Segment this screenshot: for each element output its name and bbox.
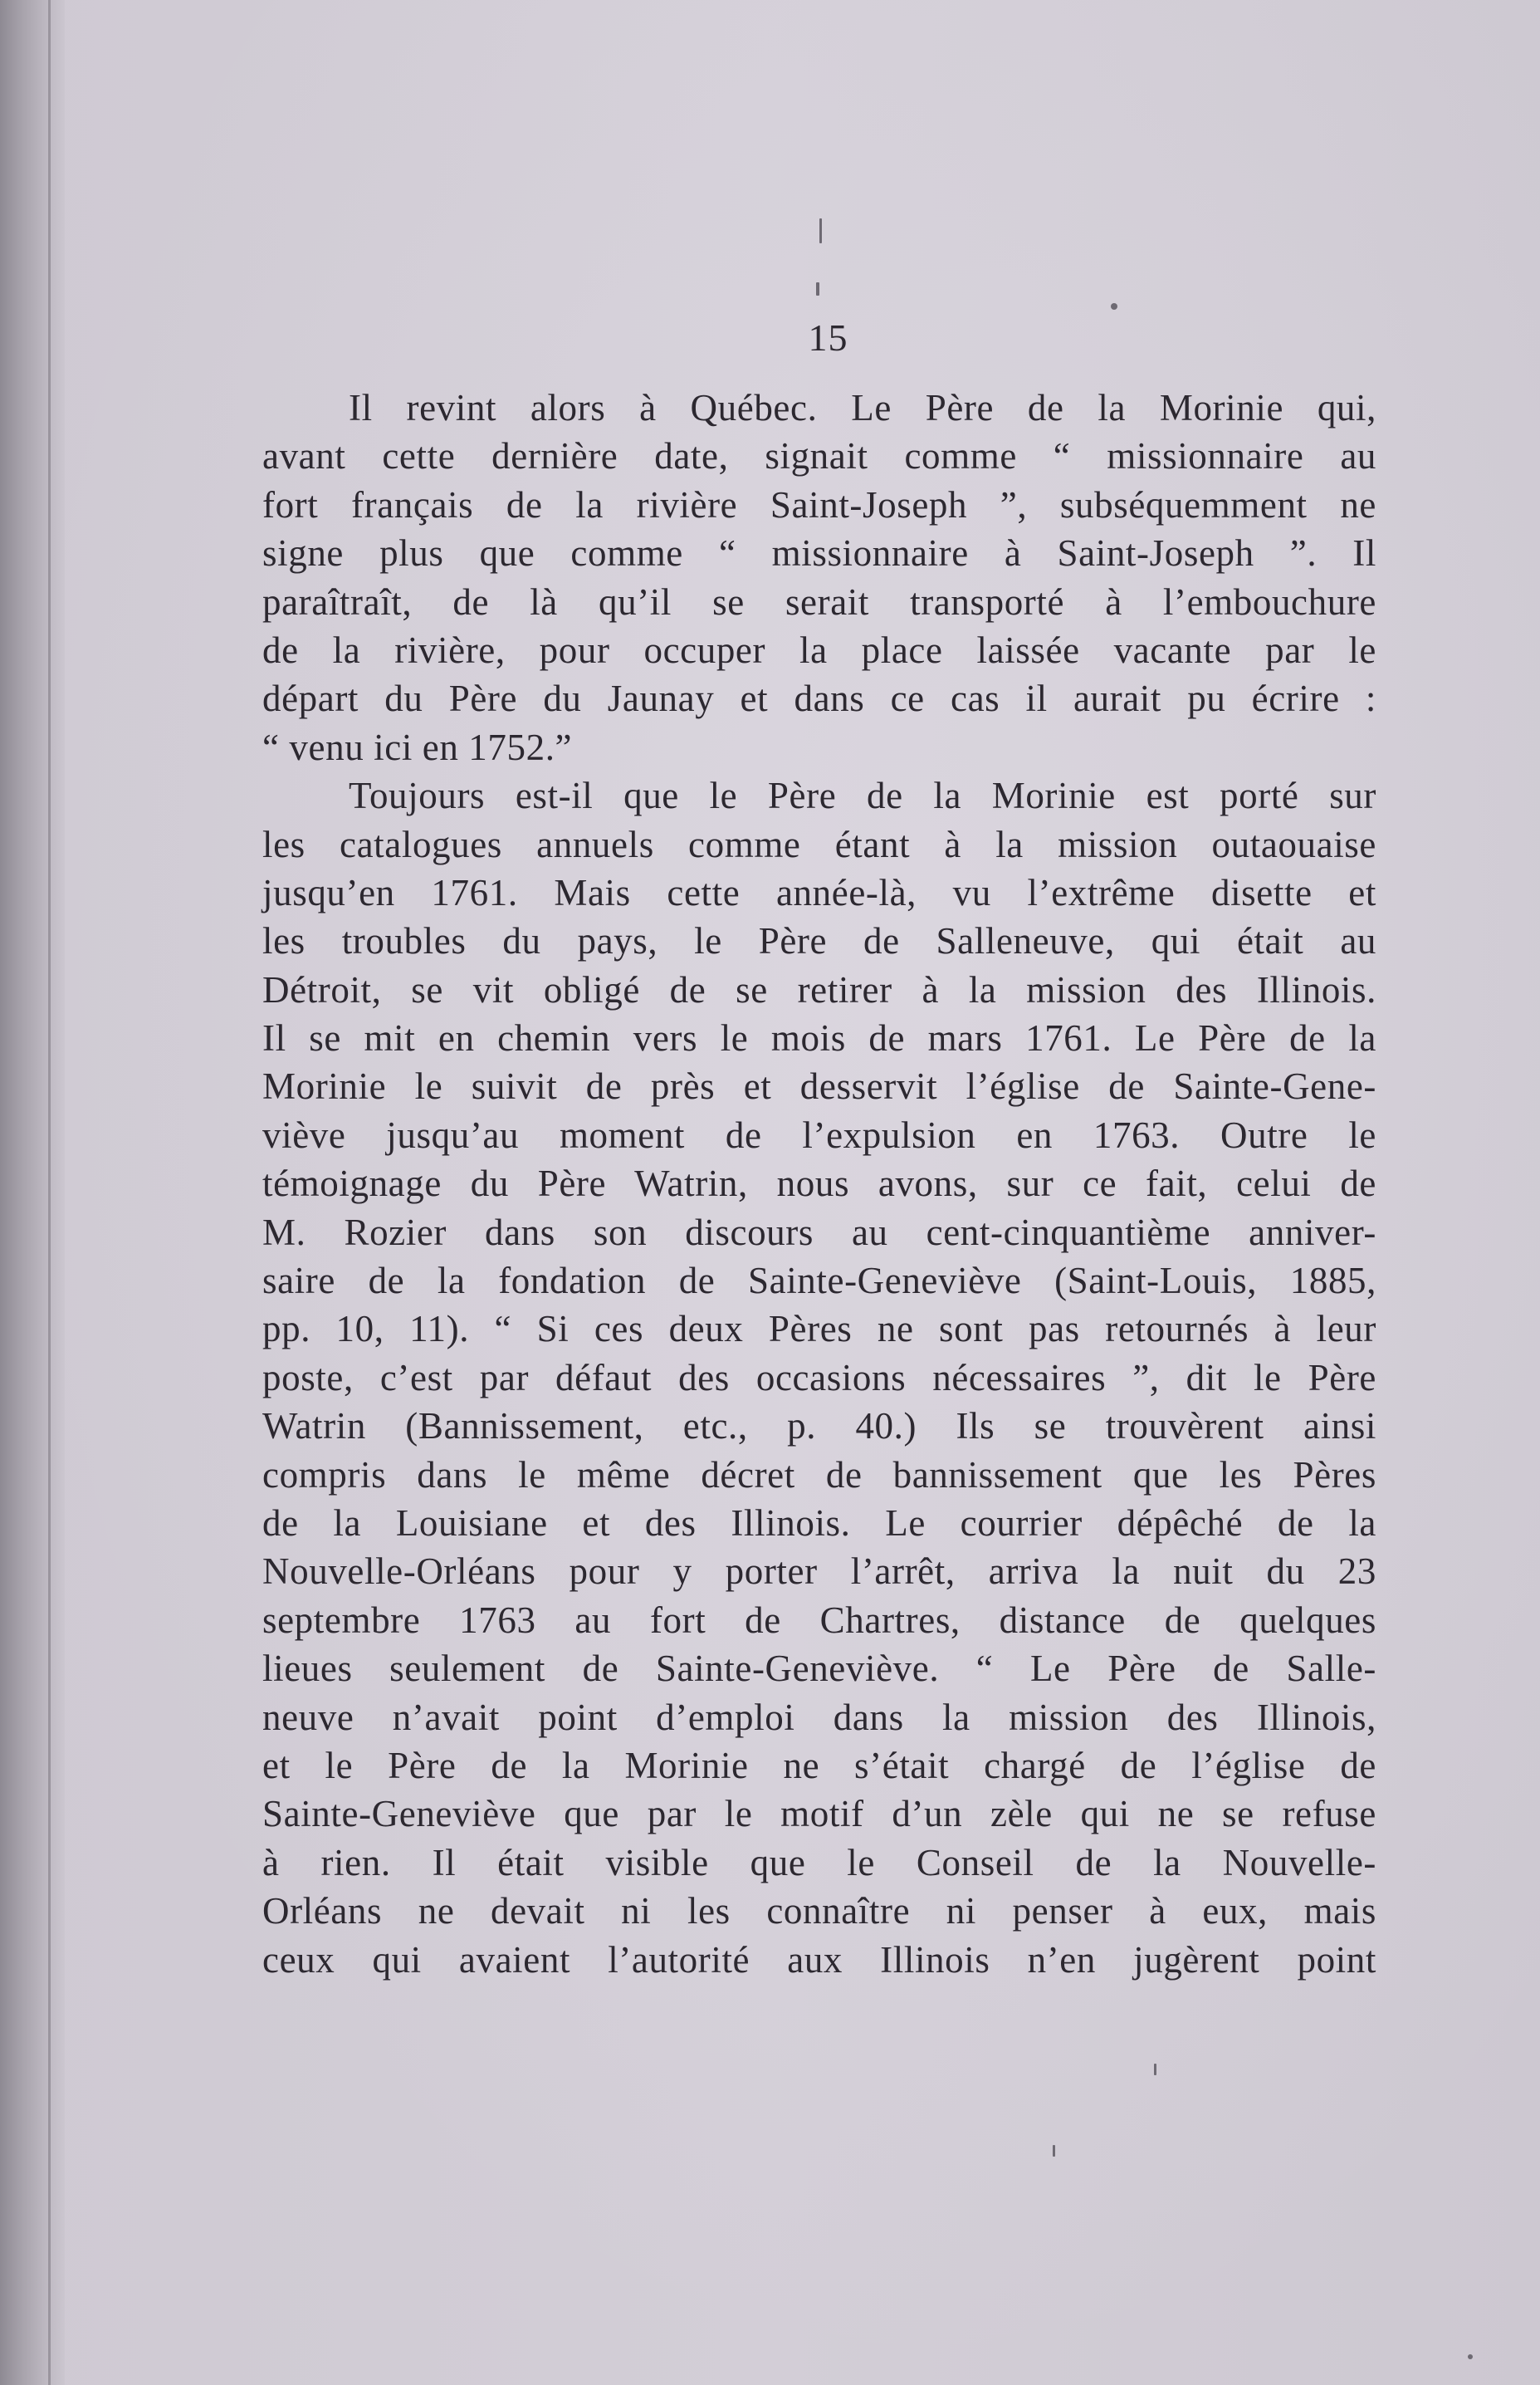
paper-speck <box>1468 2354 1473 2359</box>
text-line: septembre 1763 au fort de Chartres, distance de quelques <box>262 1599 1376 1641</box>
text-line: Toujours est-il que le Père de la Morinie est porté sur <box>349 775 1376 817</box>
text-line: Watrin (Bannissement, etc., p. 40.) Ils se trouvèrent ainsi <box>262 1405 1376 1447</box>
text-line: Il revint alors à Québec. Le Père de la Morinie qui, <box>349 387 1376 429</box>
text-line: les troubles du pays, le Père de Salleneuve, qui était au <box>262 920 1376 962</box>
paper-speck <box>819 218 822 243</box>
text-line: Détroit, se vit obligé de se retirer à la mission des Illinois. <box>262 968 1376 1011</box>
text-line: de la rivière, pour occuper la place laissée vacante par le <box>262 629 1376 671</box>
text-line: lieues seulement de Sainte-Geneviève. “ Le Père de Salle- <box>262 1648 1376 1690</box>
paper-speck <box>1111 303 1117 310</box>
text-line: avant cette dernière date, signait comme “ missionnaire au <box>262 435 1376 477</box>
text-line: jusqu’en 1761. Mais cette année-là, vu l’extrême disette et <box>262 871 1376 913</box>
text-line: viève jusqu’au moment de l’expulsion en 1763. Outre le <box>262 1114 1376 1156</box>
text-line: à rien. Il était visible que le Conseil de la Nouvelle- <box>262 1841 1376 1883</box>
text-line: signe plus que comme “ missionnaire à Saint-Joseph ”. Il <box>262 532 1376 575</box>
text-line: compris dans le même décret de bannissement que les Pères <box>262 1453 1376 1496</box>
text-line: de la Louisiane et des Illinois. Le courrier dépêché de la <box>262 1501 1376 1544</box>
text-line: pp. 10, 11). “ Si ces deux Pères ne sont pas retournés à leur <box>262 1308 1376 1350</box>
text-line: poste, c’est par défaut des occasions nécessaires ”, dit le Père <box>262 1356 1376 1398</box>
text-line: Nouvelle-Orléans pour y porter l’arrêt, arriva la nuit du 23 <box>262 1550 1376 1593</box>
paper-speck <box>816 282 819 296</box>
text-line: Sainte-Geneviève que par le motif d’un zèle qui ne se refuse <box>262 1793 1376 1835</box>
text-line: et le Père de la Morinie ne s’était chargé de l’église de <box>262 1744 1376 1786</box>
page-number: 15 <box>808 316 848 359</box>
paper-speck <box>1154 2064 1156 2075</box>
text-line: témoignage du Père Watrin, nous avons, sur ce fait, celui de <box>262 1163 1376 1205</box>
text-line: les catalogues annuels comme étant à la mission outaouaise <box>262 823 1376 865</box>
text-line: “ venu ici en 1752.” <box>262 726 573 768</box>
text-line: saire de la fondation de Sainte-Geneviève (Saint-Louis, 1885, <box>262 1260 1376 1302</box>
body-text <box>262 384 1376 1984</box>
text-line: Il se mit en chemin vers le mois de mars 1761. Le Père de la <box>262 1017 1376 1060</box>
text-line: Morinie le suivit de près et desservit l’église de Sainte-Gene- <box>262 1065 1376 1108</box>
text-line: fort français de la rivière Saint-Joseph ”, subséquemment ne <box>262 483 1376 526</box>
text-line: neuve n’avait point d’emploi dans la mission des Illinois, <box>262 1696 1376 1738</box>
paper-speck <box>1053 2145 1055 2157</box>
text-line: ceux qui avaient l’autorité aux Illinois n’en jugèrent point <box>262 1938 1376 1981</box>
text-line: paraîtraît, de là qu’il se serait transporté à l’embouchure <box>262 580 1376 623</box>
text-line: M. Rozier dans son discours au cent-cinquantième anniver- <box>262 1211 1376 1253</box>
text-line: Orléans ne devait ni les connaître ni penser à eux, mais <box>262 1890 1376 1932</box>
text-line: départ du Père du Jaunay et dans ce cas il aurait pu écrire : <box>262 678 1376 720</box>
